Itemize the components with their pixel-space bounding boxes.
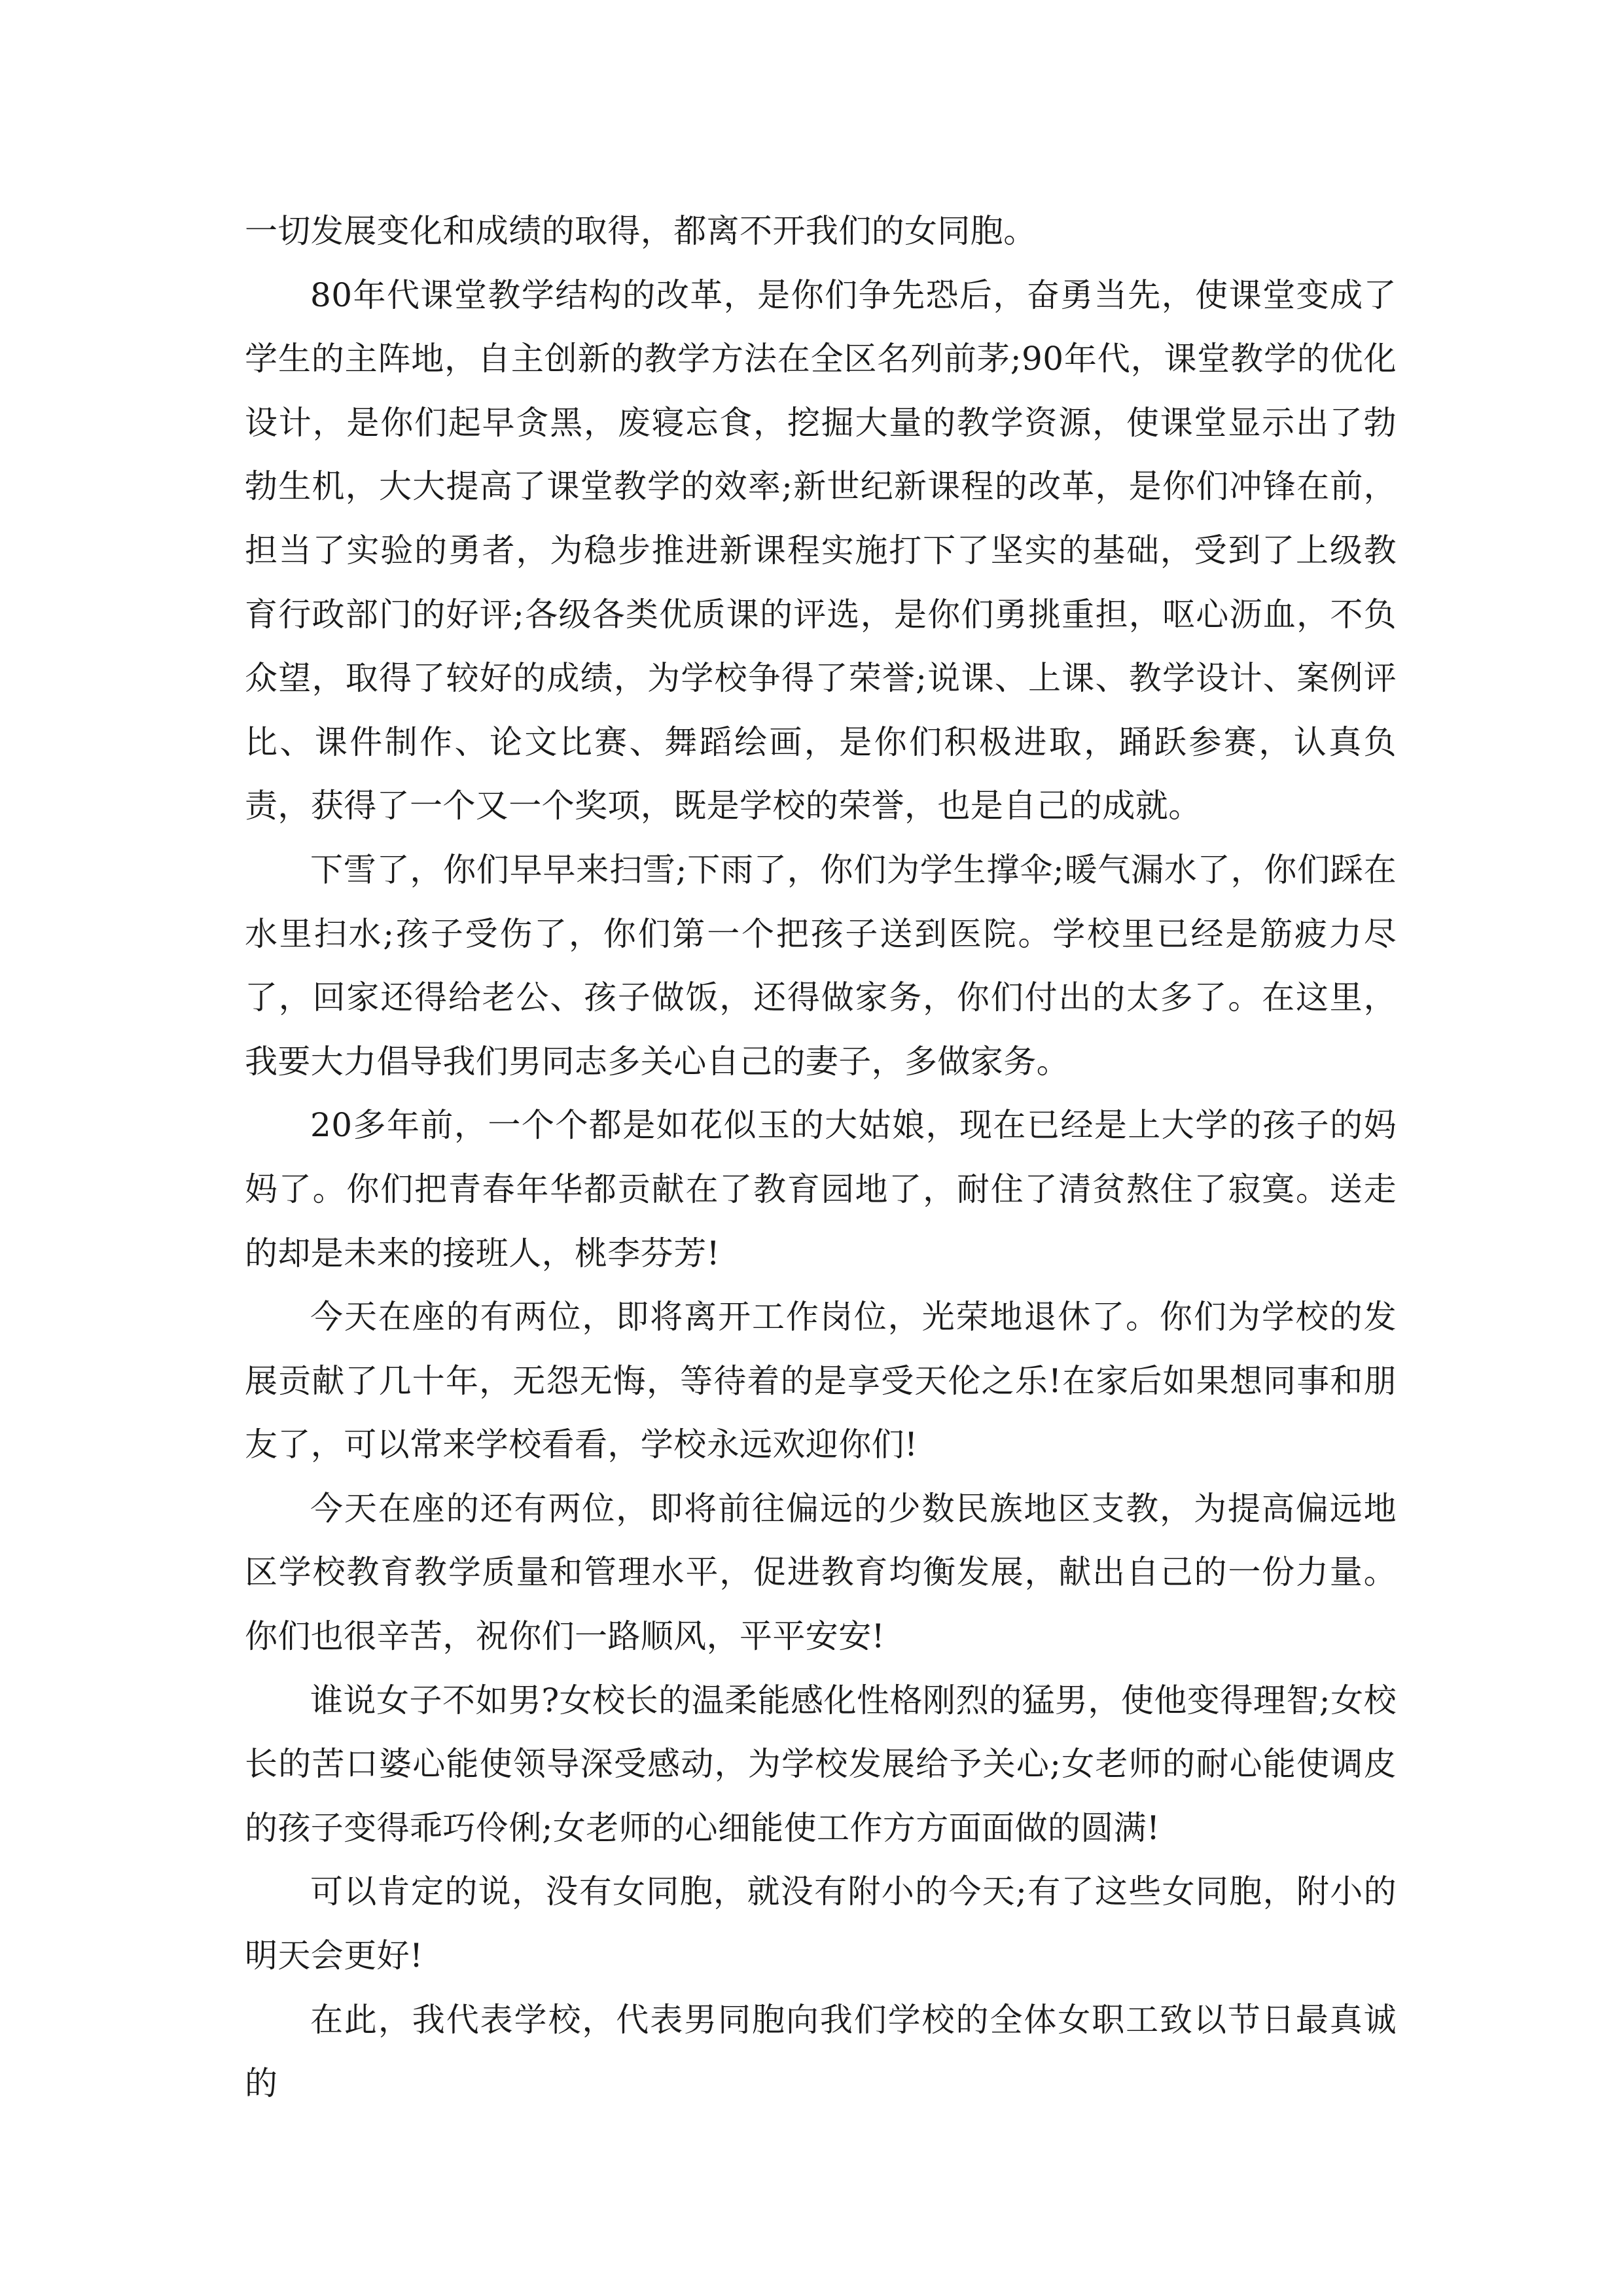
paragraph-7: 谁说女子不如男?女校长的温柔能感化性格刚烈的猛男，使他变得理智;女校长的苦口婆心能使领导深受感动，为学校发展给予关心;女老师的耐心能使调皮的孩子变得乖巧伶俐;女老师的心细能使工作方方面面做的圆满! — [245, 1681, 1397, 1847]
paragraph-9: 在此，我代表学校，代表男同胞向我们学校的全体女职工致以节日最真诚的 — [245, 2000, 1397, 2103]
paragraph-1: 一切发展变化和成绩的取得，都离不开我们的女同胞。 — [245, 212, 1037, 250]
paragraph-3: 下雪了，你们早早来扫雪;下雨了，你们为学生撑伞;暖气漏水了，你们踩在水里扫水;孩子受伤了，你们第一个把孩子送到医院。学校里已经是筋疲力尽了，回家还得给老公、孩子做饭，还得做家务，你们付出的太多了。在这里，我要大力倡导我们男同志多关心自己的妻子，多做家务。 — [245, 850, 1397, 1081]
paragraph-6: 今天在座的还有两位，即将前往偏远的少数民族地区支教，为提高偏远地区学校教育教学质量和管理水平，促进教育均衡发展，献出自己的一份力量。你们也很辛苦，祝你们一路顺风，平平安安! — [245, 1489, 1397, 1656]
paragraph-2: 80年代课堂教学结构的改革，是你们争先恐后，奋勇当先，使课堂变成了学生的主阵地，自主创新的教学方法在全区名列前茅;90年代，课堂教学的优化设计，是你们起早贪黑，废寝忘食，挖掘大量的教学资源，使课堂显示出了勃勃生机，大大提高了课堂教学的效率;新世纪新课程的改革，是你们冲锋在前，担当了实验的勇者，为稳步推进新课程实施打下了坚实的基础，受到了上级教育行政部门的好评;各级各类优质课的评选，是你们勇挑重担，呕心沥血，不负众望，取得了较好的成绩，为学校争得了荣誉;说课、上课、教学设计、案例评比、课件制作、论文比赛、舞蹈绘画，是你们积极进取，踊跃参赛，认真负责，获得了一个又一个奖项，既是学校的荣誉，也是自己的成就。 — [245, 276, 1397, 825]
paragraph-8: 可以肯定的说，没有女同胞，就没有附小的今天;有了这些女同胞，附小的明天会更好! — [245, 1873, 1397, 1975]
paragraph-5: 今天在座的有两位，即将离开工作岗位，光荣地退休了。你们为学校的发展贡献了几十年，无怨无悔，等待着的是享受天伦之乐!在家后如果想同事和朋友了，可以常来学校看看，学校永远欢迎你们! — [245, 1298, 1397, 1464]
document-body — [245, 200, 1397, 2116]
paragraph-4: 20多年前，一个个都是如花似玉的大姑娘，现在已经是上大学的孩子的妈妈了。你们把青春年华都贡献在了教育园地了，耐住了清贫熬住了寂寞。送走的却是未来的接班人，桃李芬芳! — [245, 1106, 1397, 1272]
